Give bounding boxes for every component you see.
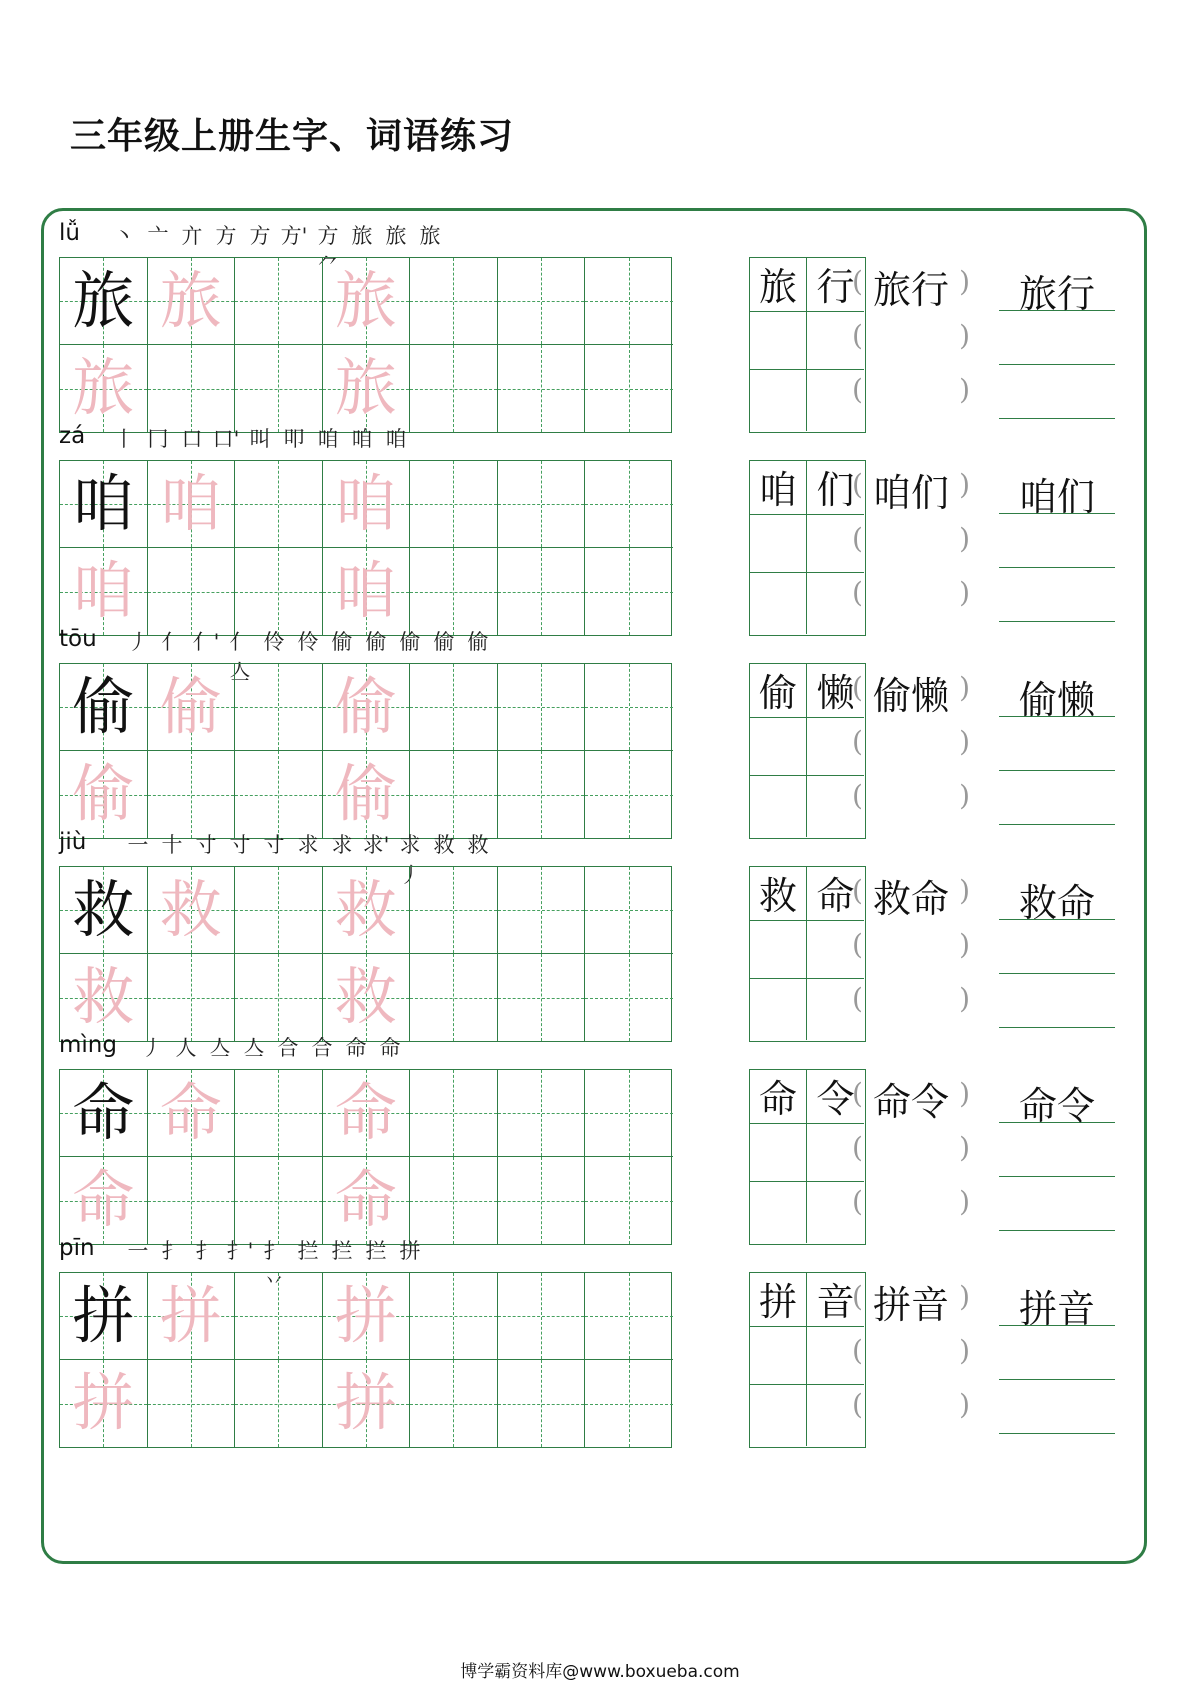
word-character: 命: [816, 874, 855, 918]
paren-right: ): [959, 265, 970, 298]
stroke-step: 一: [127, 833, 149, 857]
practice-cell[interactable]: [60, 548, 148, 635]
trace-character: 救: [159, 873, 222, 946]
trace-character: 命: [159, 1076, 222, 1149]
line-word: 咱们: [1018, 475, 1095, 519]
word-grid: [749, 257, 866, 433]
word-cell[interactable]: [750, 1273, 807, 1327]
paren-right: ): [959, 1388, 970, 1421]
stroke-step: 方: [215, 224, 237, 248]
word-cell[interactable]: [750, 664, 807, 718]
paren-left: (: [852, 1280, 863, 1313]
practice-cell[interactable]: [235, 1273, 323, 1360]
paren-right: ): [959, 1131, 970, 1164]
stroke-step: 旅: [351, 224, 373, 248]
stroke-step: 叩: [283, 427, 305, 451]
pinyin-label: jiù: [59, 829, 87, 855]
stroke-step: 扌: [161, 1239, 183, 1263]
practice-cell[interactable]: [323, 1273, 411, 1360]
practice-cell[interactable]: [323, 345, 411, 432]
word-character: 拼: [758, 1280, 797, 1324]
stroke-order: [109, 423, 411, 455]
paren-left: (: [852, 1185, 863, 1218]
practice-cell[interactable]: [60, 664, 148, 751]
paren-left: (: [852, 725, 863, 758]
paren-left: (: [852, 1334, 863, 1367]
stroke-step: 丿: [127, 630, 149, 654]
practice-cell[interactable]: [148, 1360, 236, 1447]
paren-right: ): [959, 468, 970, 501]
practice-cell[interactable]: [410, 461, 498, 548]
practice-cell[interactable]: [585, 664, 673, 751]
practice-cell[interactable]: [410, 258, 498, 345]
paren-right: ): [959, 982, 970, 1015]
stroke-step: 扌': [226, 1239, 254, 1263]
paren-right: ): [959, 874, 970, 907]
practice-cell[interactable]: [60, 1273, 148, 1360]
word-cell[interactable]: [750, 921, 807, 979]
stroke-step: 命: [345, 1036, 367, 1060]
trace-character: 拼: [334, 1366, 397, 1439]
stroke-step: 求丿: [399, 833, 421, 887]
trace-character: 救: [72, 960, 135, 1033]
practice-cell[interactable]: [498, 258, 586, 345]
practice-cell[interactable]: [585, 461, 673, 548]
practice-cell[interactable]: [60, 1360, 148, 1447]
practice-cell[interactable]: [148, 1273, 236, 1360]
paren-word: 拼音: [872, 1283, 949, 1327]
paren-word: 旅行: [872, 268, 949, 312]
practice-cell[interactable]: [410, 1360, 498, 1447]
word-grid: [749, 1069, 866, 1245]
practice-cell[interactable]: [498, 1070, 586, 1157]
stroke-step: 咱: [317, 427, 339, 451]
writing-line[interactable]: [999, 973, 1115, 974]
word-cell[interactable]: [750, 515, 807, 573]
paren-right: ): [959, 1077, 970, 1110]
stroke-step: 合: [277, 1036, 299, 1060]
stroke-step: 口': [212, 427, 240, 451]
stroke-step: 亼: [209, 1036, 231, 1060]
stroke-step: 咱: [351, 427, 373, 451]
pinyin-label: zá: [59, 423, 86, 449]
paren-right: ): [959, 779, 970, 812]
paren-left: (: [852, 874, 863, 907]
paren-right: ): [959, 319, 970, 352]
stroke-step: 旅: [385, 224, 407, 248]
word-character: 们: [816, 468, 855, 512]
practice-cell[interactable]: [235, 461, 323, 548]
paren-right: ): [959, 576, 970, 609]
paren-right: ): [959, 1280, 970, 1313]
word-character: 旅: [758, 265, 797, 309]
char-block: [41, 418, 1200, 638]
trace-character: 偷: [72, 757, 135, 830]
stroke-step: 救: [467, 833, 489, 857]
line-word: 偷懒: [1018, 678, 1095, 722]
paren-left: (: [852, 671, 863, 704]
practice-cell[interactable]: [323, 1070, 411, 1157]
stroke-step: 伶: [263, 630, 285, 654]
word-cell[interactable]: [750, 1124, 807, 1182]
trace-character: 咱: [72, 554, 135, 627]
word-cell[interactable]: [750, 312, 807, 370]
paren-word: 咱们: [872, 471, 949, 515]
practice-grid: [59, 1069, 672, 1245]
practice-cell[interactable]: [235, 664, 323, 751]
pinyin-label: mìng: [59, 1032, 117, 1058]
char-block: [41, 621, 1200, 841]
trace-character: 旅: [334, 351, 397, 424]
word-character: 偷: [758, 671, 797, 715]
trace-character: 救: [334, 960, 397, 1033]
practice-cell[interactable]: [148, 258, 236, 345]
stroke-step: 亻亼: [229, 630, 251, 684]
paren-right: ): [959, 373, 970, 406]
trace-character: 命: [72, 1163, 135, 1236]
stroke-step: 方': [280, 224, 308, 248]
writing-line[interactable]: [999, 567, 1115, 568]
paren-left: (: [852, 265, 863, 298]
model-character: 咱: [72, 467, 135, 540]
word-grid: [749, 866, 866, 1042]
trace-character: 命: [334, 1163, 397, 1236]
practice-cell[interactable]: [498, 461, 586, 548]
paren-right: ): [959, 1185, 970, 1218]
practice-cell[interactable]: [410, 867, 498, 954]
pinyin-label: pīn: [59, 1235, 95, 1261]
stroke-step: 亣: [181, 224, 203, 248]
word-character: 懒: [816, 671, 855, 715]
stroke-step: 亠: [147, 224, 169, 248]
word-character: 音: [816, 1280, 855, 1324]
practice-cell[interactable]: [60, 751, 148, 838]
line-word: 命令: [1018, 1084, 1095, 1128]
word-cell[interactable]: [750, 718, 807, 776]
stroke-step: 扌: [195, 1239, 217, 1263]
trace-character: 旅: [72, 351, 135, 424]
writing-line[interactable]: [999, 1176, 1115, 1177]
trace-character: 拼: [72, 1366, 135, 1439]
char-block: [41, 1027, 1200, 1247]
practice-cell[interactable]: [323, 548, 411, 635]
trace-character: 旅: [159, 264, 222, 337]
trace-character: 偷: [159, 670, 222, 743]
trace-character: 旅: [334, 264, 397, 337]
practice-cell[interactable]: [498, 1360, 586, 1447]
word-grid: [749, 460, 866, 636]
stroke-step: 叫: [249, 427, 271, 451]
paren-left: (: [852, 468, 863, 501]
pinyin-label: lǚ: [59, 220, 80, 246]
practice-cell[interactable]: [235, 258, 323, 345]
stroke-step: 救: [433, 833, 455, 857]
practice-cell[interactable]: [60, 867, 148, 954]
practice-cell[interactable]: [60, 1157, 148, 1244]
word-character: 命: [758, 1077, 797, 1121]
paren-left: (: [852, 522, 863, 555]
stroke-step: 拦: [365, 1239, 387, 1263]
word-character: 咱: [758, 468, 797, 512]
model-character: 旅: [72, 264, 135, 337]
practice-cell[interactable]: [585, 258, 673, 345]
word-character: 行: [816, 265, 855, 309]
stroke-step: 丨: [113, 427, 135, 451]
paren-word: 偷懒: [872, 674, 949, 718]
practice-cell[interactable]: [60, 954, 148, 1041]
practice-cell[interactable]: [148, 664, 236, 751]
model-character: 偷: [72, 670, 135, 743]
paren-word: 救命: [872, 877, 949, 921]
char-block: [41, 215, 1200, 435]
practice-cell[interactable]: [323, 1360, 411, 1447]
line-word: 拼音: [1018, 1287, 1095, 1331]
stroke-step: 寸: [195, 833, 217, 857]
practice-cell[interactable]: [323, 1157, 411, 1244]
char-block: [41, 1230, 1200, 1450]
trace-character: 拼: [159, 1279, 222, 1352]
stroke-step: 人: [175, 1036, 197, 1060]
writing-line[interactable]: [999, 770, 1115, 771]
model-character: 命: [72, 1076, 135, 1149]
page-title: 三年级上册生字、词语练习: [70, 116, 515, 157]
line-word: 旅行: [1018, 272, 1095, 316]
paren-left: (: [852, 373, 863, 406]
stroke-step: 方: [249, 224, 271, 248]
word-cell[interactable]: [750, 1327, 807, 1385]
practice-cell[interactable]: [585, 867, 673, 954]
practice-cell[interactable]: [585, 1273, 673, 1360]
stroke-step: 偷: [399, 630, 421, 654]
trace-character: 咱: [334, 467, 397, 540]
writing-line[interactable]: [999, 1379, 1115, 1380]
practice-cell[interactable]: [60, 1070, 148, 1157]
stroke-step: 扌丷: [263, 1239, 285, 1293]
stroke-step: 偷: [365, 630, 387, 654]
practice-cell[interactable]: [323, 751, 411, 838]
practice-grid: [59, 663, 672, 839]
practice-cell[interactable]: [323, 461, 411, 548]
stroke-step: 拼: [399, 1239, 421, 1263]
model-character: 拼: [72, 1279, 135, 1352]
stroke-step: 亻': [192, 630, 220, 654]
stroke-step: 十: [161, 833, 183, 857]
paren-left: (: [852, 982, 863, 1015]
word-cell[interactable]: [750, 461, 807, 515]
stroke-step: 旅: [419, 224, 441, 248]
practice-cell[interactable]: [410, 1070, 498, 1157]
practice-cell[interactable]: [235, 867, 323, 954]
practice-cell[interactable]: [60, 258, 148, 345]
practice-cell[interactable]: [498, 664, 586, 751]
paren-right: ): [959, 671, 970, 704]
paren-right: ): [959, 725, 970, 758]
stroke-step: 伶: [297, 630, 319, 654]
stroke-step: 寸: [263, 833, 285, 857]
paren-right: ): [959, 1334, 970, 1367]
practice-cell[interactable]: [498, 867, 586, 954]
practice-cell[interactable]: [410, 664, 498, 751]
practice-cell[interactable]: [235, 1070, 323, 1157]
stroke-step: 寸: [229, 833, 251, 857]
practice-cell[interactable]: [585, 1070, 673, 1157]
practice-grid: [59, 866, 672, 1042]
paren-left: (: [852, 779, 863, 812]
practice-cell[interactable]: [585, 1360, 673, 1447]
practice-cell[interactable]: [148, 1070, 236, 1157]
practice-cell[interactable]: [60, 345, 148, 432]
trace-character: 命: [334, 1076, 397, 1149]
paren-left: (: [852, 319, 863, 352]
stroke-step: 命: [379, 1036, 401, 1060]
practice-cell[interactable]: [60, 461, 148, 548]
writing-line[interactable]: [999, 364, 1115, 365]
paren-left: (: [852, 1077, 863, 1110]
stroke-step: 丿: [141, 1036, 163, 1060]
trace-character: 偷: [334, 757, 397, 830]
word-character: 令: [816, 1077, 855, 1121]
stroke-step: 一: [127, 1239, 149, 1263]
word-cell[interactable]: [750, 258, 807, 312]
trace-character: 咱: [159, 467, 222, 540]
line-word: 救命: [1018, 881, 1095, 925]
practice-cell[interactable]: [323, 258, 411, 345]
stroke-step: 求: [297, 833, 319, 857]
stroke-step: 偷: [331, 630, 353, 654]
stroke-order: [137, 1032, 405, 1064]
word-character: 救: [758, 874, 797, 918]
stroke-step: 求': [362, 833, 390, 857]
paren-left: (: [852, 1388, 863, 1421]
paren-left: (: [852, 576, 863, 609]
word-cell[interactable]: [750, 1385, 807, 1446]
trace-character: 救: [334, 873, 397, 946]
trace-character: 拼: [334, 1279, 397, 1352]
word-grid: [749, 1272, 866, 1448]
stroke-step: 方⺈: [317, 224, 339, 278]
stroke-step: 偷: [433, 630, 455, 654]
practice-cell[interactable]: [148, 461, 236, 548]
stroke-step: 亻: [161, 630, 183, 654]
trace-character: 偷: [334, 670, 397, 743]
practice-cell[interactable]: [323, 664, 411, 751]
word-grid: [749, 663, 866, 839]
paren-word: 命令: [872, 1080, 949, 1124]
stroke-step: 求: [331, 833, 353, 857]
footer-watermark: 博学霸资料库@www.boxueba.com: [460, 1662, 740, 1682]
stroke-step: 丶: [113, 224, 135, 248]
practice-grid: [59, 1272, 672, 1448]
paren-right: ): [959, 928, 970, 961]
practice-cell[interactable]: [410, 1273, 498, 1360]
stroke-step: 咱: [385, 427, 407, 451]
stroke-step: 合: [311, 1036, 333, 1060]
practice-cell[interactable]: [235, 1360, 323, 1447]
stroke-step: 口: [181, 427, 203, 451]
stroke-step: 冂: [147, 427, 169, 451]
word-cell[interactable]: [750, 867, 807, 921]
stroke-step: 拦: [297, 1239, 319, 1263]
practice-grid: [59, 460, 672, 636]
stroke-step: 拦: [331, 1239, 353, 1263]
practice-cell[interactable]: [323, 954, 411, 1041]
pinyin-label: tōu: [59, 626, 97, 652]
char-block: [41, 824, 1200, 1044]
practice-cell[interactable]: [498, 1273, 586, 1360]
paren-left: (: [852, 928, 863, 961]
writing-line[interactable]: [999, 1433, 1115, 1434]
paren-right: ): [959, 522, 970, 555]
paren-left: (: [852, 1131, 863, 1164]
model-character: 救: [72, 873, 135, 946]
stroke-step: 亼: [243, 1036, 265, 1060]
practice-cell[interactable]: [148, 867, 236, 954]
trace-character: 咱: [334, 554, 397, 627]
practice-cell[interactable]: [323, 867, 411, 954]
practice-grid: [59, 257, 672, 433]
stroke-step: 偷: [467, 630, 489, 654]
word-cell[interactable]: [750, 1070, 807, 1124]
